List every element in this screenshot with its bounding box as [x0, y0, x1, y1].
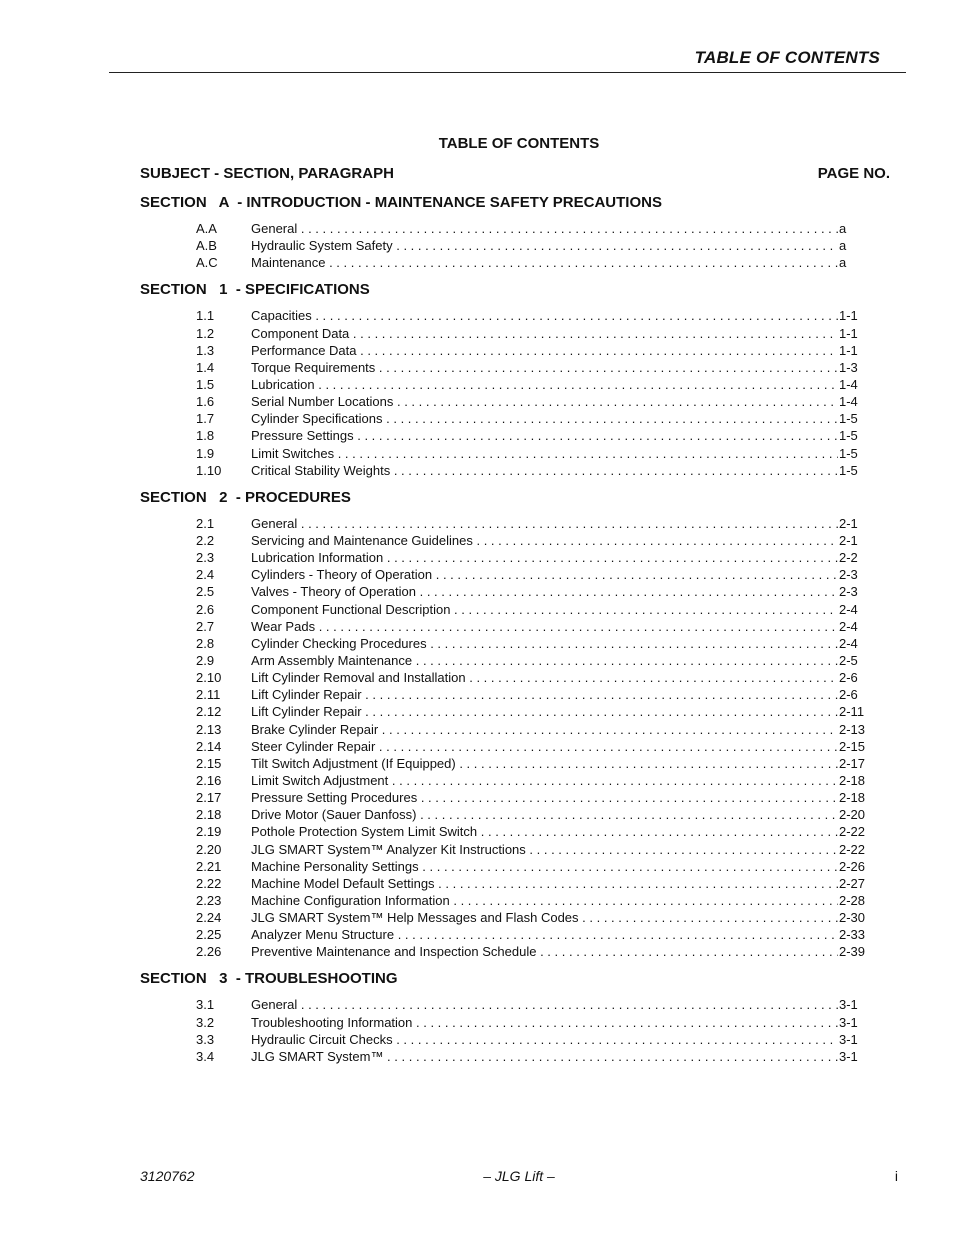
- toc-entry[interactable]: [140, 237, 862, 254]
- toc-entry[interactable]: [140, 996, 862, 1013]
- entry-title: Lubrication . . .: [251, 376, 838, 393]
- entry-number: 2.16: [196, 772, 222, 788]
- entry-number: 2.4: [196, 567, 215, 583]
- toc-entry[interactable]: [140, 875, 866, 892]
- entry-title: Cylinder Specifications . . .: [251, 410, 838, 427]
- entry-page: 2-1: [839, 532, 858, 548]
- entry-page: a: [839, 221, 847, 236]
- toc-entry[interactable]: [140, 618, 862, 635]
- entry-title: Cylinder Checking Procedures . . .: [251, 635, 838, 652]
- entry-title: Limit Switches . . .: [251, 445, 838, 462]
- entry-number: 2.14: [196, 738, 222, 754]
- toc-entry[interactable]: [140, 755, 866, 772]
- entry-page: 2-6: [839, 687, 858, 703]
- entry-title: Hydraulic Circuit Checks . . .: [251, 1031, 838, 1048]
- entry-title: Serial Number Locations . . .: [251, 393, 838, 410]
- toc-entry[interactable]: [140, 515, 862, 532]
- entry-page: 2-15: [839, 738, 866, 754]
- entry-number: 2.6: [196, 601, 215, 617]
- entry-page: 2-39: [839, 944, 866, 960]
- entry-page: 2-18: [839, 790, 866, 806]
- toc-entry[interactable]: [140, 806, 866, 823]
- header-rule: [109, 72, 906, 73]
- entry-page: 3-1: [839, 1031, 858, 1047]
- entry-title: Hydraulic System Safety . . .: [251, 237, 838, 254]
- entry-title: Lift Cylinder Removal and Installation . . .: [251, 669, 838, 686]
- entry-title: JLG SMART System™ Analyzer Kit Instructions . . .: [251, 841, 838, 858]
- entry-page: 2-27: [839, 875, 866, 891]
- toc-entry[interactable]: [140, 669, 862, 686]
- toc-entry[interactable]: [140, 635, 862, 652]
- entry-number: 2.26: [196, 944, 222, 960]
- entry-title: Pothole Protection System Limit Switch . . .: [251, 823, 838, 840]
- entry-number: 3.1: [196, 997, 215, 1013]
- entry-page: 1-1: [839, 308, 858, 324]
- entry-title: General . . .: [251, 515, 838, 532]
- entry-page: 2-3: [839, 584, 858, 600]
- entry-title: Maintenance . . .: [251, 254, 838, 271]
- entry-number: 2.5: [196, 584, 215, 600]
- entry-number: 2.21: [196, 858, 222, 874]
- entry-title: Arm Assembly Maintenance . . .: [251, 652, 838, 669]
- entry-page: 2-28: [839, 892, 866, 908]
- footer-doc-number: 3120762: [140, 1168, 195, 1184]
- toc-entry[interactable]: [140, 445, 862, 462]
- entry-title: Critical Stability Weights . . .: [251, 462, 838, 479]
- entry-page: 2-5: [839, 652, 858, 668]
- toc-entry[interactable]: [140, 220, 862, 237]
- toc-section: [140, 488, 866, 961]
- entry-page: 2-4: [839, 618, 858, 634]
- entry-page: 2-4: [839, 635, 858, 651]
- entry-title: Servicing and Maintenance Guidelines . . .: [251, 532, 838, 549]
- entry-title: Steer Cylinder Repair . . .: [251, 738, 838, 755]
- entry-title: JLG SMART System™ . . .: [251, 1048, 838, 1065]
- entry-title: Machine Model Default Settings . . .: [251, 875, 838, 892]
- entry-page: 1-5: [839, 462, 858, 478]
- entry-title: Preventive Maintenance and Inspection Schedule . . .: [251, 943, 838, 960]
- entry-number: A.B: [196, 238, 217, 254]
- entry-number: 1.5: [196, 376, 215, 392]
- toc-entry[interactable]: [140, 532, 862, 549]
- entry-number: 2.22: [196, 875, 222, 891]
- entry-number: 3.3: [196, 1031, 215, 1047]
- entry-title: Torque Requirements . . .: [251, 359, 838, 376]
- entry-title: Lubrication Information . . .: [251, 549, 838, 566]
- entry-number: 2.15: [196, 755, 222, 771]
- toc-entry[interactable]: [140, 359, 862, 376]
- entry-title: Component Data . . .: [251, 325, 838, 342]
- toc-entry[interactable]: [140, 823, 866, 840]
- entry-title: Troubleshooting Information . . .: [251, 1014, 838, 1031]
- toc-entry[interactable]: [140, 376, 862, 393]
- section-entries: [140, 307, 862, 478]
- toc-entry[interactable]: [140, 1031, 862, 1048]
- entry-page: 1-3: [839, 359, 858, 375]
- entry-title: Machine Personality Settings . . .: [251, 858, 838, 875]
- running-header-title: TABLE OF CONTENTS: [694, 48, 880, 67]
- entry-number: 1.7: [196, 411, 215, 427]
- entry-number: 1.2: [196, 325, 215, 341]
- entry-page: 2-2: [839, 550, 858, 566]
- entry-number: 2.20: [196, 841, 222, 857]
- entry-number: 2.25: [196, 927, 222, 943]
- toc-entry[interactable]: [140, 841, 866, 858]
- entry-page: 2-26: [839, 858, 866, 874]
- entry-page: 1-4: [839, 376, 858, 392]
- entry-page: 2-30: [839, 910, 866, 926]
- entry-number: 2.18: [196, 807, 222, 823]
- entry-page: 3-1: [839, 997, 858, 1013]
- section-heading: SECTION 3 - TROUBLESHOOTING: [140, 970, 398, 988]
- toc-entry[interactable]: [140, 926, 866, 943]
- section-heading: SECTION A - INTRODUCTION - MAINTENANCE SAFETY PRECAUTIONS: [140, 194, 662, 211]
- entry-title: Limit Switch Adjustment . . .: [251, 772, 838, 789]
- entry-number: 2.9: [196, 652, 215, 668]
- entry-number: 2.8: [196, 635, 215, 651]
- entry-number: 2.3: [196, 550, 215, 566]
- toc-entry[interactable]: [140, 393, 862, 410]
- entry-number: A.C: [196, 255, 218, 271]
- entry-page: 1-1: [839, 325, 858, 341]
- subject-column-header: SUBJECT - SECTION, PARAGRAPH: [140, 165, 394, 182]
- footer-brand: – JLG Lift –: [483, 1168, 555, 1184]
- toc-entry[interactable]: [140, 462, 862, 479]
- toc-entry[interactable]: [140, 909, 866, 926]
- entry-number: 1.8: [196, 428, 215, 444]
- entry-number: 2.2: [196, 532, 215, 548]
- toc-entry[interactable]: [140, 721, 866, 738]
- toc-entry[interactable]: [140, 427, 862, 444]
- entry-number: 1.10: [196, 462, 222, 478]
- entry-title: Performance Data . . .: [251, 342, 838, 359]
- toc-entry[interactable]: [140, 325, 862, 342]
- toc-entry[interactable]: [140, 342, 862, 359]
- toc-entry[interactable]: [140, 410, 862, 427]
- toc-entry[interactable]: [140, 566, 862, 583]
- entry-number: 2.7: [196, 618, 215, 634]
- toc-entry[interactable]: [140, 549, 862, 566]
- entry-title: General . . .: [251, 220, 838, 237]
- entry-page: 2-20: [839, 807, 866, 823]
- footer-page-number: i: [894, 1168, 898, 1184]
- section-entries: [140, 996, 862, 1065]
- entry-title: General . . .: [251, 996, 838, 1013]
- entry-number: 1.4: [196, 359, 215, 375]
- entry-page: 3-1: [839, 1014, 858, 1030]
- entry-title: Machine Configuration Information . . .: [251, 892, 838, 909]
- entry-page: 1-5: [839, 428, 858, 444]
- entry-number: 1.1: [196, 308, 215, 324]
- toc-entry[interactable]: [140, 772, 866, 789]
- section-heading: SECTION 1 - SPECIFICATIONS: [140, 281, 370, 299]
- toc-entry[interactable]: [140, 789, 866, 806]
- entry-page: 2-33: [839, 927, 866, 943]
- toc-section: [140, 281, 862, 478]
- toc-entry[interactable]: [140, 703, 865, 720]
- toc-section: [140, 970, 862, 1065]
- entry-title: Cylinders - Theory of Operation . . .: [251, 566, 838, 583]
- entry-title: JLG SMART System™ Help Messages and Flash Codes . . .: [251, 909, 838, 926]
- entry-number: 2.12: [196, 704, 222, 720]
- toc-entry[interactable]: [140, 254, 862, 271]
- entry-title: Brake Cylinder Repair . . .: [251, 721, 838, 738]
- toc-entry[interactable]: [140, 686, 862, 703]
- entry-page: 2-1: [839, 515, 858, 531]
- toc-entry[interactable]: [140, 892, 866, 909]
- entry-number: 1.3: [196, 342, 215, 358]
- entry-number: 1.9: [196, 445, 215, 461]
- entry-number: 2.1: [196, 515, 215, 531]
- toc-entry[interactable]: [140, 858, 866, 875]
- entry-page: 2-13: [839, 721, 866, 737]
- entry-page: 1-4: [839, 394, 858, 410]
- entry-number: 2.17: [196, 790, 222, 806]
- toc-entry[interactable]: [140, 652, 862, 669]
- entry-number: A.A: [196, 221, 217, 236]
- entry-page: 2-3: [839, 567, 858, 583]
- entry-title: Lift Cylinder Repair . . .: [251, 703, 838, 720]
- toc-entry[interactable]: [140, 738, 866, 755]
- page-title: TABLE OF CONTENTS: [438, 135, 600, 152]
- entry-title: Capacities . . .: [251, 307, 838, 324]
- entry-title: Component Functional Description . . .: [251, 601, 838, 618]
- entry-number: 2.10: [196, 670, 222, 686]
- toc-entry[interactable]: [140, 307, 862, 324]
- entry-title: Lift Cylinder Repair . . .: [251, 686, 838, 703]
- entry-title: Tilt Switch Adjustment (If Equipped) . . .: [251, 755, 838, 772]
- entry-title: Wear Pads . . .: [251, 618, 838, 635]
- section-entries: [140, 515, 866, 961]
- entry-page: a: [839, 238, 847, 254]
- entry-title: Drive Motor (Sauer Danfoss) . . .: [251, 806, 838, 823]
- toc-entry[interactable]: [140, 601, 862, 618]
- toc-entry[interactable]: [140, 583, 862, 600]
- entry-page: 1-5: [839, 445, 858, 461]
- toc-section: [140, 194, 862, 271]
- entry-page: 2-6: [839, 670, 858, 686]
- entry-page: 2-22: [839, 824, 866, 840]
- entry-number: 2.24: [196, 910, 222, 926]
- entry-page: 2-17: [839, 755, 866, 771]
- entry-page: 2-4: [839, 601, 858, 617]
- page-column-header: PAGE NO.: [817, 165, 890, 182]
- entry-page: 2-22: [839, 841, 866, 857]
- entry-number: 3.4: [196, 1048, 215, 1064]
- entry-number: 2.13: [196, 721, 222, 737]
- entry-page: 3-1: [839, 1048, 858, 1064]
- column-headers: [140, 165, 890, 185]
- entry-title: Analyzer Menu Structure . . .: [251, 926, 838, 943]
- entry-title: Pressure Setting Procedures . . .: [251, 789, 838, 806]
- entry-number: 3.2: [196, 1014, 215, 1030]
- entry-page: 2-11: [839, 704, 865, 720]
- toc-entry[interactable]: [140, 1048, 862, 1065]
- entry-title: Pressure Settings . . .: [251, 427, 838, 444]
- entry-title: Valves - Theory of Operation . . .: [251, 583, 838, 600]
- entry-page: 2-18: [839, 772, 866, 788]
- toc-entry[interactable]: [140, 943, 866, 960]
- entry-number: 2.19: [196, 824, 222, 840]
- entry-number: 2.11: [196, 687, 221, 703]
- section-entries: [140, 220, 862, 271]
- entry-number: 1.6: [196, 394, 215, 410]
- entry-number: 2.23: [196, 892, 222, 908]
- entry-page: 1-1: [839, 342, 858, 358]
- toc-entry[interactable]: [140, 1014, 862, 1031]
- section-heading: SECTION 2 - PROCEDURES: [140, 488, 351, 506]
- entry-page: 1-5: [839, 411, 858, 427]
- table-of-contents: [140, 194, 866, 1075]
- entry-page: a: [839, 255, 847, 271]
